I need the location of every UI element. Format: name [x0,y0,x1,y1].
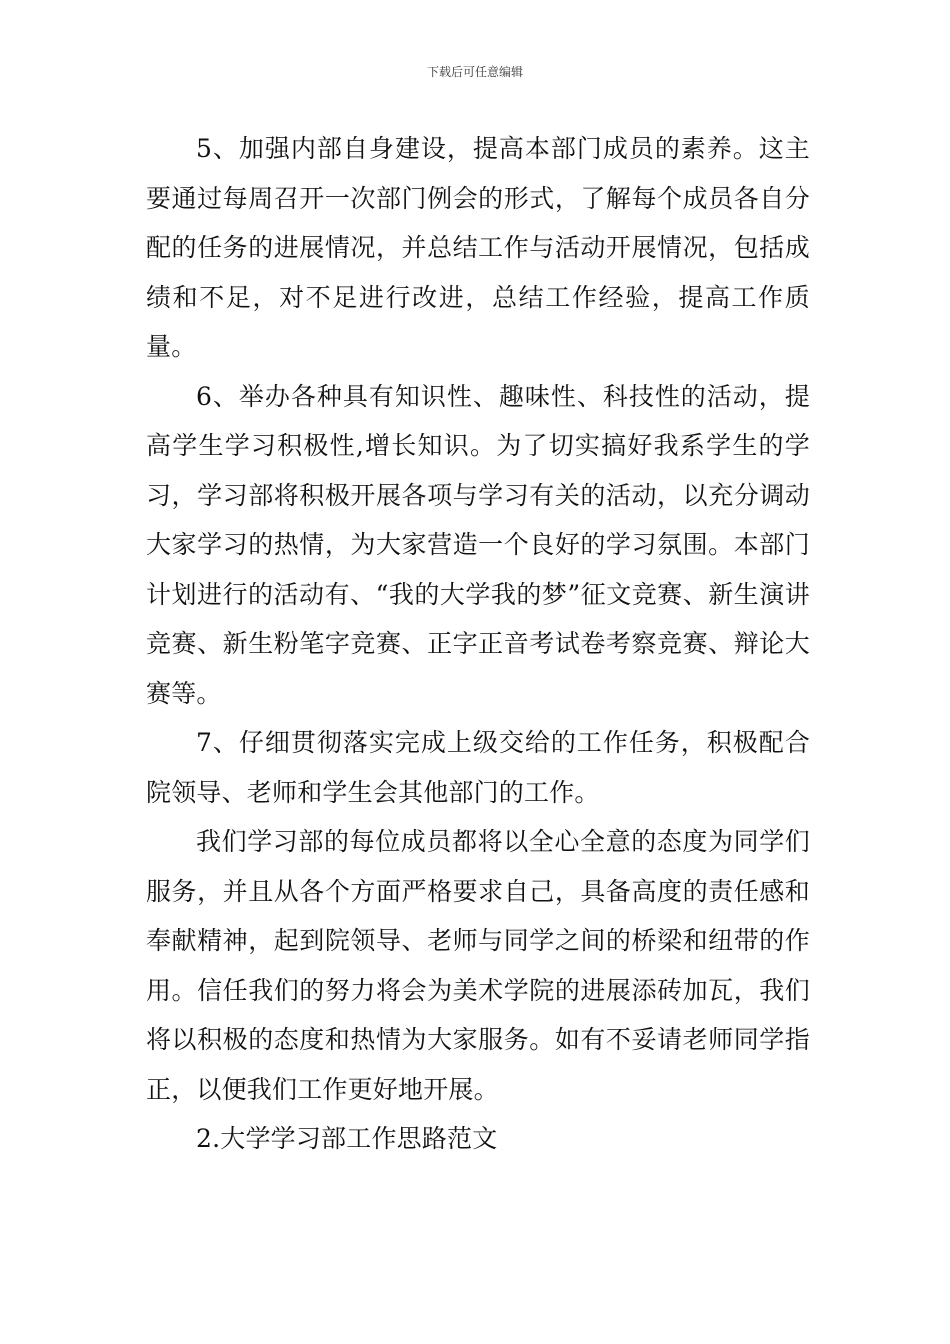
paragraph-item-6: 6、举办各种具有知识性、趣味性、科技性的活动，提高学生学习积极性,增长知识。为了切实搞好我系学生的学习，学习部将积极开展各项与学习有关的活动，以充分调动大家学习的热情，为大家营造一个良好的学习氛围。本部门计划进行的活动有、“我的大学我的梦”征文竞赛、新生演讲竞赛、新生粉笔字竞赛、正字正音考试卷考察竞赛、辩论大赛等。 [146,381,810,708]
paragraph-item-7: 7、仔细贯彻落实完成上级交给的工作任务，积极配合院领导、老师和学生会其他部门的工作。 [146,728,810,807]
paragraph-item-5: 5、加强内部自身建设，提高本部门成员的素养。这主要通过每周召开一次部门例会的形式，了解每个成员各自分配的任务的进展情况，并总结工作与活动开展情况，包括成绩和不足，对不足进行改进，总结工作经验，提高工作质量。 [146,134,810,361]
paragraph-conclusion: 我们学习部的每位成员都将以全心全意的态度为同学们服务，并且从各个方面严格要求自己，具备高度的责任感和奉献精神，起到院领导、老师与同学之间的桥梁和纽带的作用。信任我们的努力将会为美术学院的进展添砖加瓦，我们将以积极的态度和热情为大家服务。如有不妥请老师同学指正，以便我们工作更好地开展。 [146,827,810,1104]
document-body [146,124,810,1164]
section-heading: 2.大学学习部工作思路范文 [196,1124,498,1153]
page-header: 下载后可任意编辑 [426,65,523,79]
